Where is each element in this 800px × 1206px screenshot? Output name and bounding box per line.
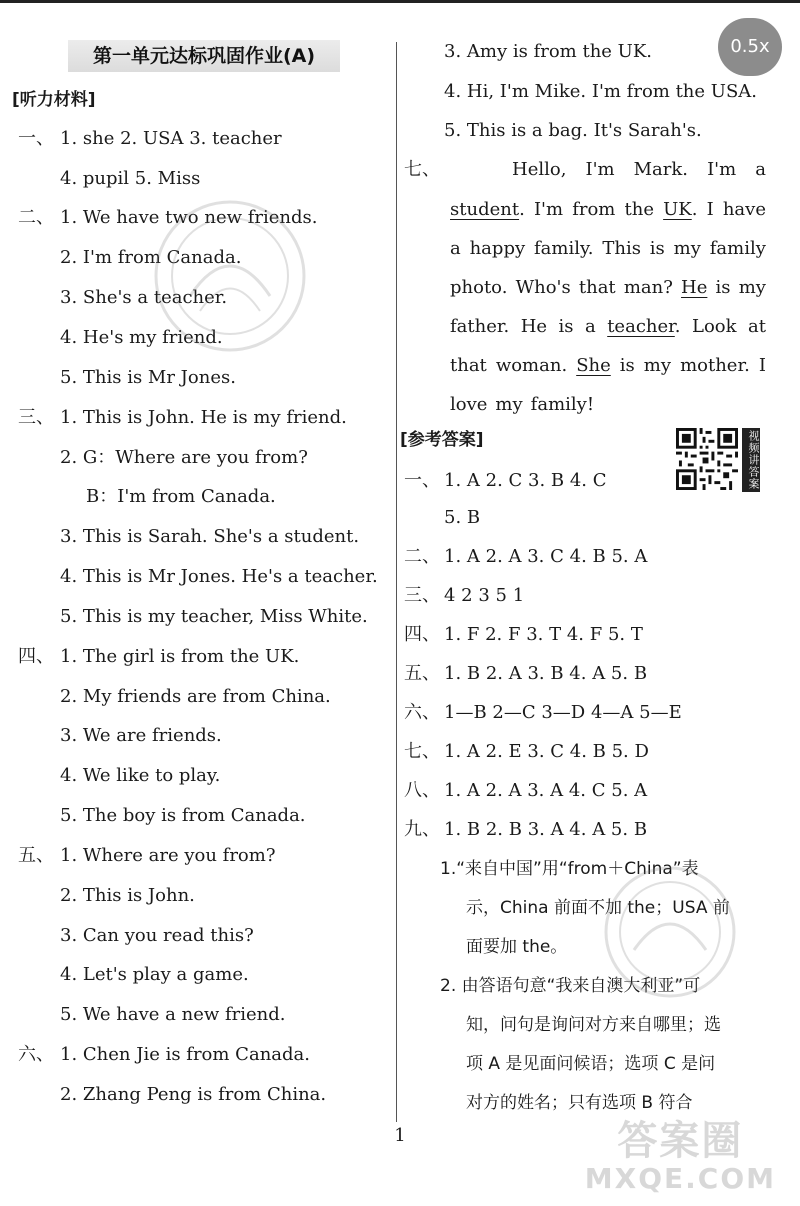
list-item: B：I'm from Canada. bbox=[86, 486, 276, 507]
passage-word: I'm bbox=[533, 199, 564, 220]
passage-line bbox=[450, 198, 766, 222]
passage-word: . bbox=[519, 199, 525, 220]
section-number: 六、 bbox=[404, 702, 440, 723]
section-number: 二、 bbox=[18, 207, 54, 228]
list-item: 4. He's my friend. bbox=[60, 327, 223, 348]
passage-word: a bbox=[450, 238, 461, 259]
passage-word: He bbox=[520, 316, 548, 337]
answer-line: 1. A 2. C 3. B 4. C bbox=[444, 470, 607, 491]
passage-word: the bbox=[624, 199, 654, 220]
answers-heading: [参考答案] bbox=[400, 430, 484, 450]
list-item: 1. The girl is from the UK. bbox=[60, 646, 300, 667]
passage-word: is bbox=[558, 316, 574, 337]
answer-line: 1—B 2—C 3—D 4—A 5—E bbox=[444, 702, 682, 723]
section-number: 一、 bbox=[404, 470, 440, 491]
answer-line: 1. A 2. A 3. A 4. C 5. A bbox=[444, 780, 648, 801]
list-item: 3. Amy is from the UK. bbox=[444, 41, 653, 62]
section-number: 七、 bbox=[404, 159, 440, 180]
filled-answer: teacher bbox=[607, 316, 675, 337]
section-number: 四、 bbox=[404, 624, 440, 645]
passage-word: father. bbox=[450, 316, 510, 337]
passage-word: is bbox=[649, 238, 665, 259]
passage-line bbox=[450, 354, 766, 378]
passage-word: Who's bbox=[515, 277, 571, 298]
list-item: 4. We like to play. bbox=[60, 765, 221, 786]
site-watermark bbox=[585, 1118, 776, 1194]
passage-word: that bbox=[578, 277, 616, 298]
passage-word: a bbox=[585, 316, 596, 337]
column-divider bbox=[396, 42, 397, 1122]
passage-word: at bbox=[748, 316, 766, 337]
list-item: 4. Let's play a game. bbox=[60, 964, 249, 985]
passage-word: happy bbox=[469, 238, 526, 259]
passage-word: . bbox=[691, 199, 698, 220]
answer-line: 1. B 2. B 3. A 4. A 5. B bbox=[444, 819, 648, 840]
passage-word: my bbox=[643, 355, 672, 376]
list-item: 3. She's a teacher. bbox=[60, 287, 228, 308]
list-item: 1. This is John. He is my friend. bbox=[60, 407, 347, 428]
explanation-line: 面要加 the。 bbox=[466, 937, 568, 957]
qr-code[interactable] bbox=[676, 428, 738, 490]
passage-line bbox=[512, 158, 766, 182]
list-item: 1. Chen Jie is from Canada. bbox=[60, 1044, 310, 1065]
list-item: 3. This is Sarah. She's a student. bbox=[60, 526, 360, 547]
passage-word: that bbox=[450, 355, 487, 376]
stamp-watermark bbox=[600, 862, 740, 1002]
explanation-line: 1.“来自中国”用“from＋China”表 bbox=[440, 859, 699, 879]
list-item: 5. This is my teacher, Miss White. bbox=[60, 606, 368, 627]
stamp-watermark bbox=[150, 196, 310, 356]
explanation-line: 2. 由答语句意“我来自澳大利亚”可 bbox=[440, 976, 701, 996]
section-number: 三、 bbox=[404, 585, 440, 606]
list-item: 2. My friends are from China. bbox=[60, 686, 331, 707]
explanation-line: 示，China 前面不加 the；USA 前 bbox=[466, 898, 730, 918]
section-number: 五、 bbox=[18, 845, 54, 866]
list-item: 3. We are friends. bbox=[60, 725, 222, 746]
passage-word: . bbox=[674, 316, 681, 337]
passage-word: is bbox=[619, 355, 635, 376]
passage-word: love bbox=[450, 394, 488, 415]
section-number: 八、 bbox=[404, 780, 440, 801]
answer-line: 1. A 2. A 3. C 4. B 5. A bbox=[444, 546, 648, 567]
list-item: 5. This is a bag. It's Sarah's. bbox=[444, 120, 702, 141]
section-number: 九、 bbox=[404, 819, 440, 840]
list-item: 3. Can you read this? bbox=[60, 925, 254, 946]
list-item: 1. she 2. USA 3. teacher bbox=[60, 128, 282, 149]
passage-word: my bbox=[673, 238, 701, 259]
list-item: 2. I'm from Canada. bbox=[60, 247, 242, 268]
passage-word: woman. bbox=[495, 355, 568, 376]
passage-line bbox=[450, 276, 766, 300]
filled-answer: She bbox=[576, 355, 611, 376]
list-item: 1. We have two new friends. bbox=[60, 207, 318, 228]
passage-word: family bbox=[709, 238, 766, 259]
section-number: 五、 bbox=[404, 663, 440, 684]
passage-word: is bbox=[715, 277, 731, 298]
section-number: 六、 bbox=[18, 1044, 54, 1065]
answer-line: 1. A 2. E 3. C 4. B 5. D bbox=[444, 741, 649, 762]
filled-answer: student bbox=[450, 199, 520, 220]
filled-answer: He bbox=[681, 277, 708, 298]
passage-word: a bbox=[755, 159, 766, 180]
page-title: 第一单元达标巩固作业(A) bbox=[68, 40, 340, 72]
answer-line: 4 2 3 5 1 bbox=[444, 585, 525, 606]
answer-line: 5. B bbox=[444, 507, 481, 528]
watermark-url: MXQE.COM bbox=[584, 1162, 776, 1195]
section-number: 一、 bbox=[18, 128, 54, 149]
explanation-line: 对方的姓名；只有选项 B 符合 bbox=[466, 1093, 693, 1113]
passage-word: I'm bbox=[707, 159, 737, 180]
passage-word: Look bbox=[691, 316, 737, 337]
list-item: 1. Where are you from? bbox=[60, 845, 276, 866]
zoom-level-button[interactable]: 0.5x bbox=[718, 18, 782, 76]
list-item: 4. This is Mr Jones. He's a teacher. bbox=[60, 566, 378, 587]
passage-word: I'm bbox=[585, 159, 615, 180]
passage-line bbox=[450, 315, 766, 339]
section-number: 七、 bbox=[404, 741, 440, 762]
list-item: 2. Zhang Peng is from China. bbox=[60, 1084, 327, 1105]
list-item: 2. G：Where are you from? bbox=[60, 447, 308, 468]
top-border bbox=[0, 0, 800, 3]
passage-word: have bbox=[722, 199, 766, 220]
explanation-line: 知，问句是询问对方来自哪里；选 bbox=[466, 1015, 721, 1035]
passage-word: Mark. bbox=[633, 159, 689, 180]
passage-word: I bbox=[706, 199, 714, 220]
page-number: 1 bbox=[394, 1125, 406, 1146]
passage-word: from bbox=[572, 199, 616, 220]
passage-word: Hello, bbox=[512, 159, 567, 180]
answer-line: 1. B 2. A 3. B 4. A 5. B bbox=[444, 663, 648, 684]
passage-word: family! bbox=[530, 394, 595, 415]
transcript-heading: [听力材料] bbox=[12, 90, 96, 110]
passage-word: family. bbox=[534, 238, 594, 259]
passage-word: mother. bbox=[680, 355, 750, 376]
list-item: 4. pupil 5. Miss bbox=[60, 168, 201, 189]
passage-word: I bbox=[758, 355, 766, 376]
list-item: 4. Hi, I'm Mike. I'm from the USA. bbox=[444, 81, 757, 102]
passage-word: photo. bbox=[450, 277, 508, 298]
list-item: 5. We have a new friend. bbox=[60, 1004, 286, 1025]
filled-answer: UK bbox=[663, 199, 692, 220]
watermark-logo-text: 答案圈 bbox=[617, 1118, 744, 1164]
section-number: 四、 bbox=[18, 646, 54, 667]
passage-line bbox=[450, 237, 766, 261]
passage-line bbox=[450, 393, 594, 417]
passage-word: This bbox=[602, 238, 641, 259]
qr-caption: 视频讲答案 bbox=[742, 428, 760, 492]
list-item: 5. The boy is from Canada. bbox=[60, 805, 306, 826]
passage-word: man? bbox=[623, 277, 673, 298]
list-item: 2. This is John. bbox=[60, 885, 195, 906]
passage-word: my bbox=[738, 277, 766, 298]
explanation-line: 项 A 是见面问候语；选项 C 是问 bbox=[466, 1054, 716, 1074]
passage-word: my bbox=[495, 394, 523, 415]
section-number: 二、 bbox=[404, 546, 440, 567]
answer-line: 1. F 2. F 3. T 4. F 5. T bbox=[444, 624, 643, 645]
section-number: 三、 bbox=[18, 407, 54, 428]
list-item: 5. This is Mr Jones. bbox=[60, 367, 236, 388]
